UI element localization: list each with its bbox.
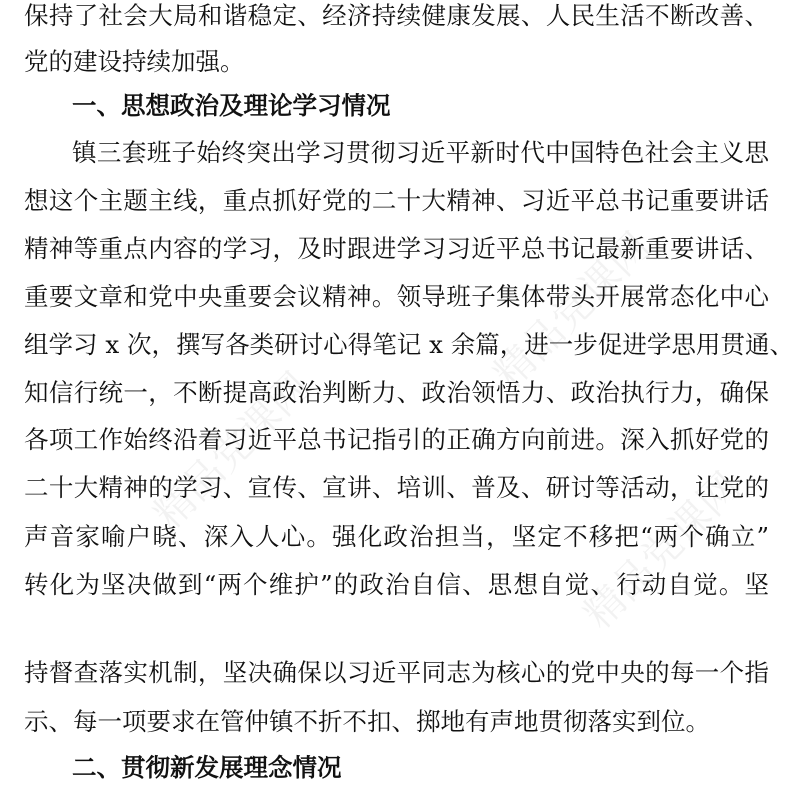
paragraph-line: 组学习 x 次，撰写各类研讨心得笔记 x 余篇，进一步促进学思用贯通、	[24, 330, 794, 359]
paragraph-line: 知信行统一，不断提高政治判断力、政治领悟力、政治执行力，确保	[24, 378, 769, 407]
paragraph-line: 声音家喻户晓、深入人心。强化政治担当，坚定不移把“两个确立”	[24, 522, 769, 551]
paragraph-line: 持督查落实机制，坚决确保以习近平同志为核心的党中央的每一个指	[24, 658, 769, 687]
paragraph-line: 镇三套班子始终突出学习贯彻习近平新时代中国特色社会主义思	[72, 138, 769, 167]
paragraph-line: 示、每一项要求在管仲镇不折不扣、掷地有声地贯彻落实到位。	[24, 707, 710, 736]
paragraph-line: 保持了社会大局和谐稳定、经济持续健康发展、人民生活不断改善、	[24, 1, 769, 30]
watermark: 精品党课网	[575, 464, 750, 638]
paragraph-line: 重要文章和党中央重要会议精神。领导班子集体带头开展常态化中心	[24, 282, 769, 311]
paragraph-line: 想这个主题主线，重点抓好党的二十大精神、习近平总书记重要讲话	[24, 186, 769, 215]
paragraph-line: 转化为坚决做到“两个维护”的政治自信、思想自觉、行动自觉。坚	[24, 570, 769, 599]
watermark: 精品党课网	[145, 364, 320, 538]
paragraph-line: 精神等重点内容的学习，及时跟进学习习近平总书记最新重要讲话、	[24, 234, 769, 263]
watermark: 精品党课网	[485, 224, 660, 398]
section-heading-1: 一、思想政治及理论学习情况	[72, 91, 391, 120]
paragraph-line: 二十大精神的学习、宣传、宣讲、培训、普及、研讨等活动，让党的	[24, 473, 769, 502]
paragraph-line: 党的建设持续加强。	[24, 47, 245, 76]
section-heading-2: 二、贯彻新发展理念情况	[72, 753, 342, 782]
paragraph-line: 各项工作始终沿着习近平总书记指引的正确方向前进。深入抓好党的	[24, 425, 769, 454]
